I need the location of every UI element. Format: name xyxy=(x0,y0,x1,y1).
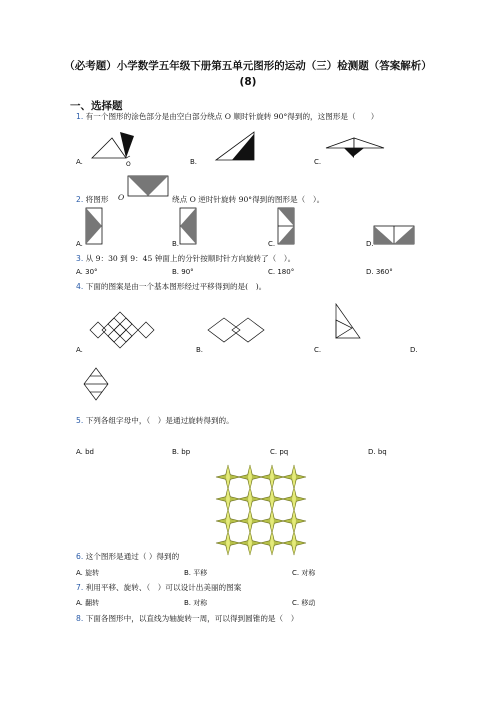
q3-option-c[interactable]: C. 180° xyxy=(268,268,295,276)
q2-source-figure xyxy=(128,176,170,200)
star-highlight xyxy=(248,509,252,533)
q2-option-a[interactable]: A. xyxy=(76,240,83,248)
question-text: 下列各组字母中，（ ）是通过旋转得到的。 xyxy=(85,416,234,425)
q1-option-b[interactable]: B. xyxy=(190,158,198,166)
question-text: 下面的图案是由一个基本图形经过平移得到的是( )。 xyxy=(85,282,267,291)
q4-figure-c xyxy=(330,302,370,350)
question-5 xyxy=(76,416,234,426)
star-highlight xyxy=(226,487,230,511)
q5-option-c[interactable]: C. pq xyxy=(270,448,289,456)
star-highlight xyxy=(292,531,296,555)
q5-option-d[interactable]: D. bq xyxy=(368,448,387,456)
question-6 xyxy=(76,552,179,562)
q4-option-a[interactable]: A. xyxy=(76,346,83,354)
q2-option-c[interactable]: C. xyxy=(268,240,276,248)
q6-option-a[interactable]: A. 旋转 xyxy=(76,569,100,577)
q4-option-d[interactable]: D. xyxy=(410,346,418,354)
q3-option-a[interactable]: A. 30° xyxy=(76,268,98,276)
question-2 xyxy=(76,195,108,205)
question-number: 2. xyxy=(76,195,84,204)
question-number: 7. xyxy=(76,583,84,592)
q6-option-b[interactable]: B. 平移 xyxy=(184,569,208,577)
q1-figure-b xyxy=(214,130,264,170)
question-3 xyxy=(76,254,295,264)
q7-option-c[interactable]: C. 移动 xyxy=(292,599,316,607)
question-number: 1. xyxy=(76,112,84,121)
star-tile-pattern xyxy=(213,462,309,548)
q7-option-b[interactable]: B. 对称 xyxy=(184,599,208,607)
q4-option-c[interactable]: C. xyxy=(314,346,322,354)
q1-figure-c xyxy=(324,134,388,160)
q2-option-d[interactable]: D. xyxy=(366,240,374,248)
star-highlight xyxy=(270,465,274,489)
question-text: 下面各图形中，以直线为轴旋转一周，可以得到圆锥的是（ ） xyxy=(85,614,299,623)
question-text: 利用平移、旋转、（ ）可以设计出美丽的图案 xyxy=(85,583,242,592)
star-highlight xyxy=(270,509,274,533)
star-highlight xyxy=(226,531,230,555)
question-text: 从 9：30 到 9：45 钟面上的分针按顺时针方向旋转了（ ）。 xyxy=(85,254,296,263)
star-highlight xyxy=(270,487,274,511)
question-number: 3. xyxy=(76,254,84,263)
question-8 xyxy=(76,614,298,624)
q4-option-b[interactable]: B. xyxy=(196,346,204,354)
point-o-label: O xyxy=(126,161,131,168)
q3-option-d[interactable]: D. 360° xyxy=(366,268,393,276)
star-highlight xyxy=(292,509,296,533)
q2-figure-c xyxy=(278,208,298,248)
star-highlight xyxy=(270,531,274,555)
question-text-pre: 将图形 xyxy=(85,195,109,204)
q4-figure-a xyxy=(88,314,162,346)
q2-figure-b xyxy=(180,208,200,248)
star-highlight xyxy=(248,487,252,511)
question-text: 这个图形是通过（ ）得到的 xyxy=(85,552,180,561)
q2-option-b[interactable]: B. xyxy=(172,240,180,248)
question-4 xyxy=(76,282,266,292)
question-7 xyxy=(76,583,241,593)
q6-option-c[interactable]: C. 对称 xyxy=(292,569,316,577)
q2-figure-d xyxy=(374,226,416,248)
q2-figure-a xyxy=(86,208,106,248)
star-highlight xyxy=(248,465,252,489)
q4-figure-b xyxy=(206,316,276,346)
section-heading: 一、选择题 xyxy=(70,100,123,112)
question-number: 5. xyxy=(76,416,84,425)
star-highlight xyxy=(248,531,252,555)
question-number: 8. xyxy=(76,614,84,623)
page-title: （必考题）小学数学五年级下册第五单元图形的运动（三）检测题（答案解析）(8) xyxy=(64,60,432,88)
question-text: 有一个图形的涂色部分是由空白部分绕点 O 顺时针旋转 90°得到的，这图形是（ ） xyxy=(85,112,379,121)
star-highlight xyxy=(292,465,296,489)
q3-option-b[interactable]: B. 90° xyxy=(172,268,194,276)
question-1 xyxy=(76,112,378,122)
q5-option-b[interactable]: B. bp xyxy=(172,448,191,456)
star-highlight xyxy=(226,465,230,489)
question-text-post: 绕点 O 逆时针旋转 90°得到的图形是（ ）。 xyxy=(172,195,325,204)
star-highlight xyxy=(226,509,230,533)
star-highlight xyxy=(292,487,296,511)
q4-figure-d xyxy=(82,366,112,406)
q5-option-a[interactable]: A. bd xyxy=(76,448,95,456)
point-o-label: O xyxy=(118,193,125,202)
q1-option-a[interactable]: A. xyxy=(76,158,83,166)
question-number: 4. xyxy=(76,282,84,291)
q1-option-c[interactable]: C. xyxy=(314,158,322,166)
q1-figure-a xyxy=(90,132,140,168)
q7-option-a[interactable]: A. 翻转 xyxy=(76,599,100,607)
question-number: 6. xyxy=(76,552,84,561)
